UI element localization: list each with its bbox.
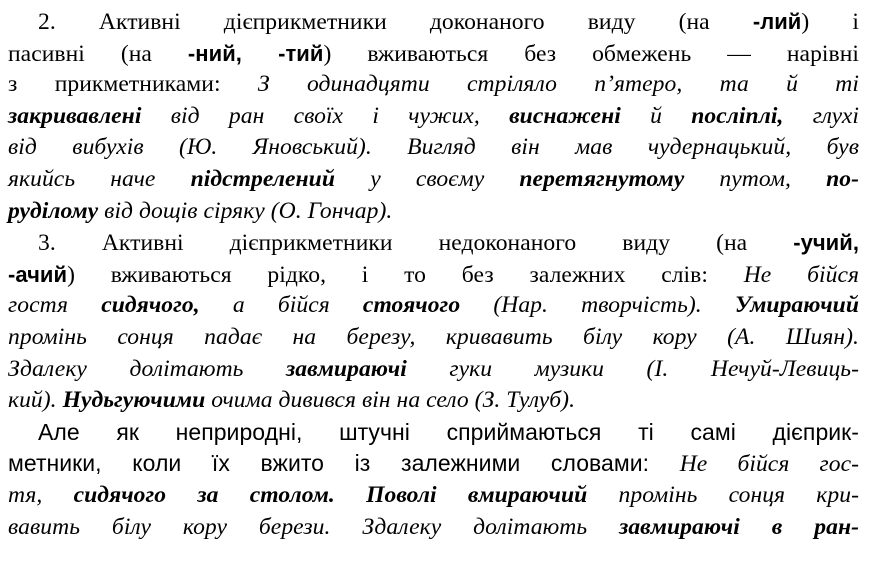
text-line [8, 448, 859, 480]
paragraph [8, 417, 859, 543]
text-line [8, 196, 859, 228]
text-run: й [620, 102, 692, 129]
text-run: завмираючі в ран- [619, 513, 859, 540]
text-line [8, 164, 859, 196]
text-run: у своєму [335, 165, 520, 192]
text-run: від ран своїх і чужих, [141, 102, 510, 129]
text-run: Але як неприродні, штучні сприймаються ті самі дієприк- [38, 418, 859, 445]
text-run: перетягнутому [519, 165, 685, 192]
text-body [8, 6, 859, 543]
text-run: очима дивився він на село (З. Тулуб). [205, 387, 576, 414]
text-line [8, 322, 859, 354]
text-run: від дощів сіряку (О. Гончар). [98, 197, 393, 224]
text-run: метники, коли їх вжито із залежними словами: [8, 450, 680, 477]
text-run: З одинадцяти стріляло п’ятеро, та й ті [257, 71, 859, 98]
text-line [8, 69, 859, 101]
text-run: закривавлені [8, 102, 142, 129]
text-run: глухі [783, 102, 860, 129]
text-line [8, 132, 859, 164]
text-run: від вибухів (Ю. Яновський). Вигляд він мав чудернацький, був [8, 134, 859, 161]
text-run: ) і [801, 9, 859, 35]
text-run: завмираючі [286, 355, 407, 382]
text-run: сидячого, [101, 292, 200, 319]
text-run: а бійся [199, 292, 363, 319]
text-run: промінь сонця кри- [587, 481, 859, 508]
text-run: 2. Активні дієприкметники доконаного виду (на [38, 9, 753, 35]
text-run: (Нар. творчість). [460, 292, 735, 319]
text-run: -ачий [8, 261, 68, 287]
text-run: промінь сонця падає на березу, кривавить білу кору (А. Шиян). [8, 323, 859, 350]
text-run: Не бійся [743, 261, 859, 288]
text-line [8, 38, 859, 70]
text-run: Умираючий [734, 292, 860, 319]
text-run: ) вживаються без обмежень — нарівні [323, 40, 859, 67]
text-run: з прикметниками: [8, 71, 258, 98]
text-line [8, 6, 859, 38]
paragraph [8, 6, 859, 227]
text-line [8, 480, 859, 512]
text-run: гуки музики (І. Нечуй-Левиць- [406, 355, 859, 382]
text-run: кий). [8, 387, 63, 414]
text-run: виснажені [509, 102, 621, 129]
text-run: сидячого за столом. Поволі вмираючий [73, 481, 588, 508]
text-line [8, 354, 859, 386]
text-run: 3. Активні дієприкметники недоконаного виду (на [38, 230, 794, 257]
text-line [8, 512, 859, 544]
text-line [8, 417, 859, 449]
text-line [8, 290, 859, 322]
text-run: -ний, -тий [187, 40, 324, 66]
paragraph [8, 227, 859, 417]
text-run: Не бійся гос- [679, 451, 859, 478]
text-line [8, 385, 859, 417]
text-run: пасивні (на [8, 40, 188, 67]
text-run: стоячого [362, 292, 461, 319]
text-run: тя, [8, 481, 74, 508]
text-run: -лий [752, 9, 802, 34]
text-run: путом, [684, 165, 827, 192]
text-run: Нудьгуючими [62, 387, 206, 414]
text-run: -учий, [793, 230, 859, 256]
text-run: гостя [8, 292, 102, 319]
text-run: вавить білу кору берези. Здалеку долітають [8, 513, 620, 540]
text-run: підстрелений [190, 165, 336, 192]
text-run: по- [826, 165, 860, 192]
text-run: ) вживаються рідко, і то без залежних слів: [67, 261, 744, 288]
text-run: руділому [8, 197, 99, 224]
text-run: Здалеку долітають [8, 355, 287, 382]
text-run: якийсь наче [8, 165, 191, 192]
text-line [8, 259, 859, 291]
text-line [8, 227, 859, 259]
text-run: посліплі, [691, 102, 784, 129]
text-line [8, 101, 859, 133]
